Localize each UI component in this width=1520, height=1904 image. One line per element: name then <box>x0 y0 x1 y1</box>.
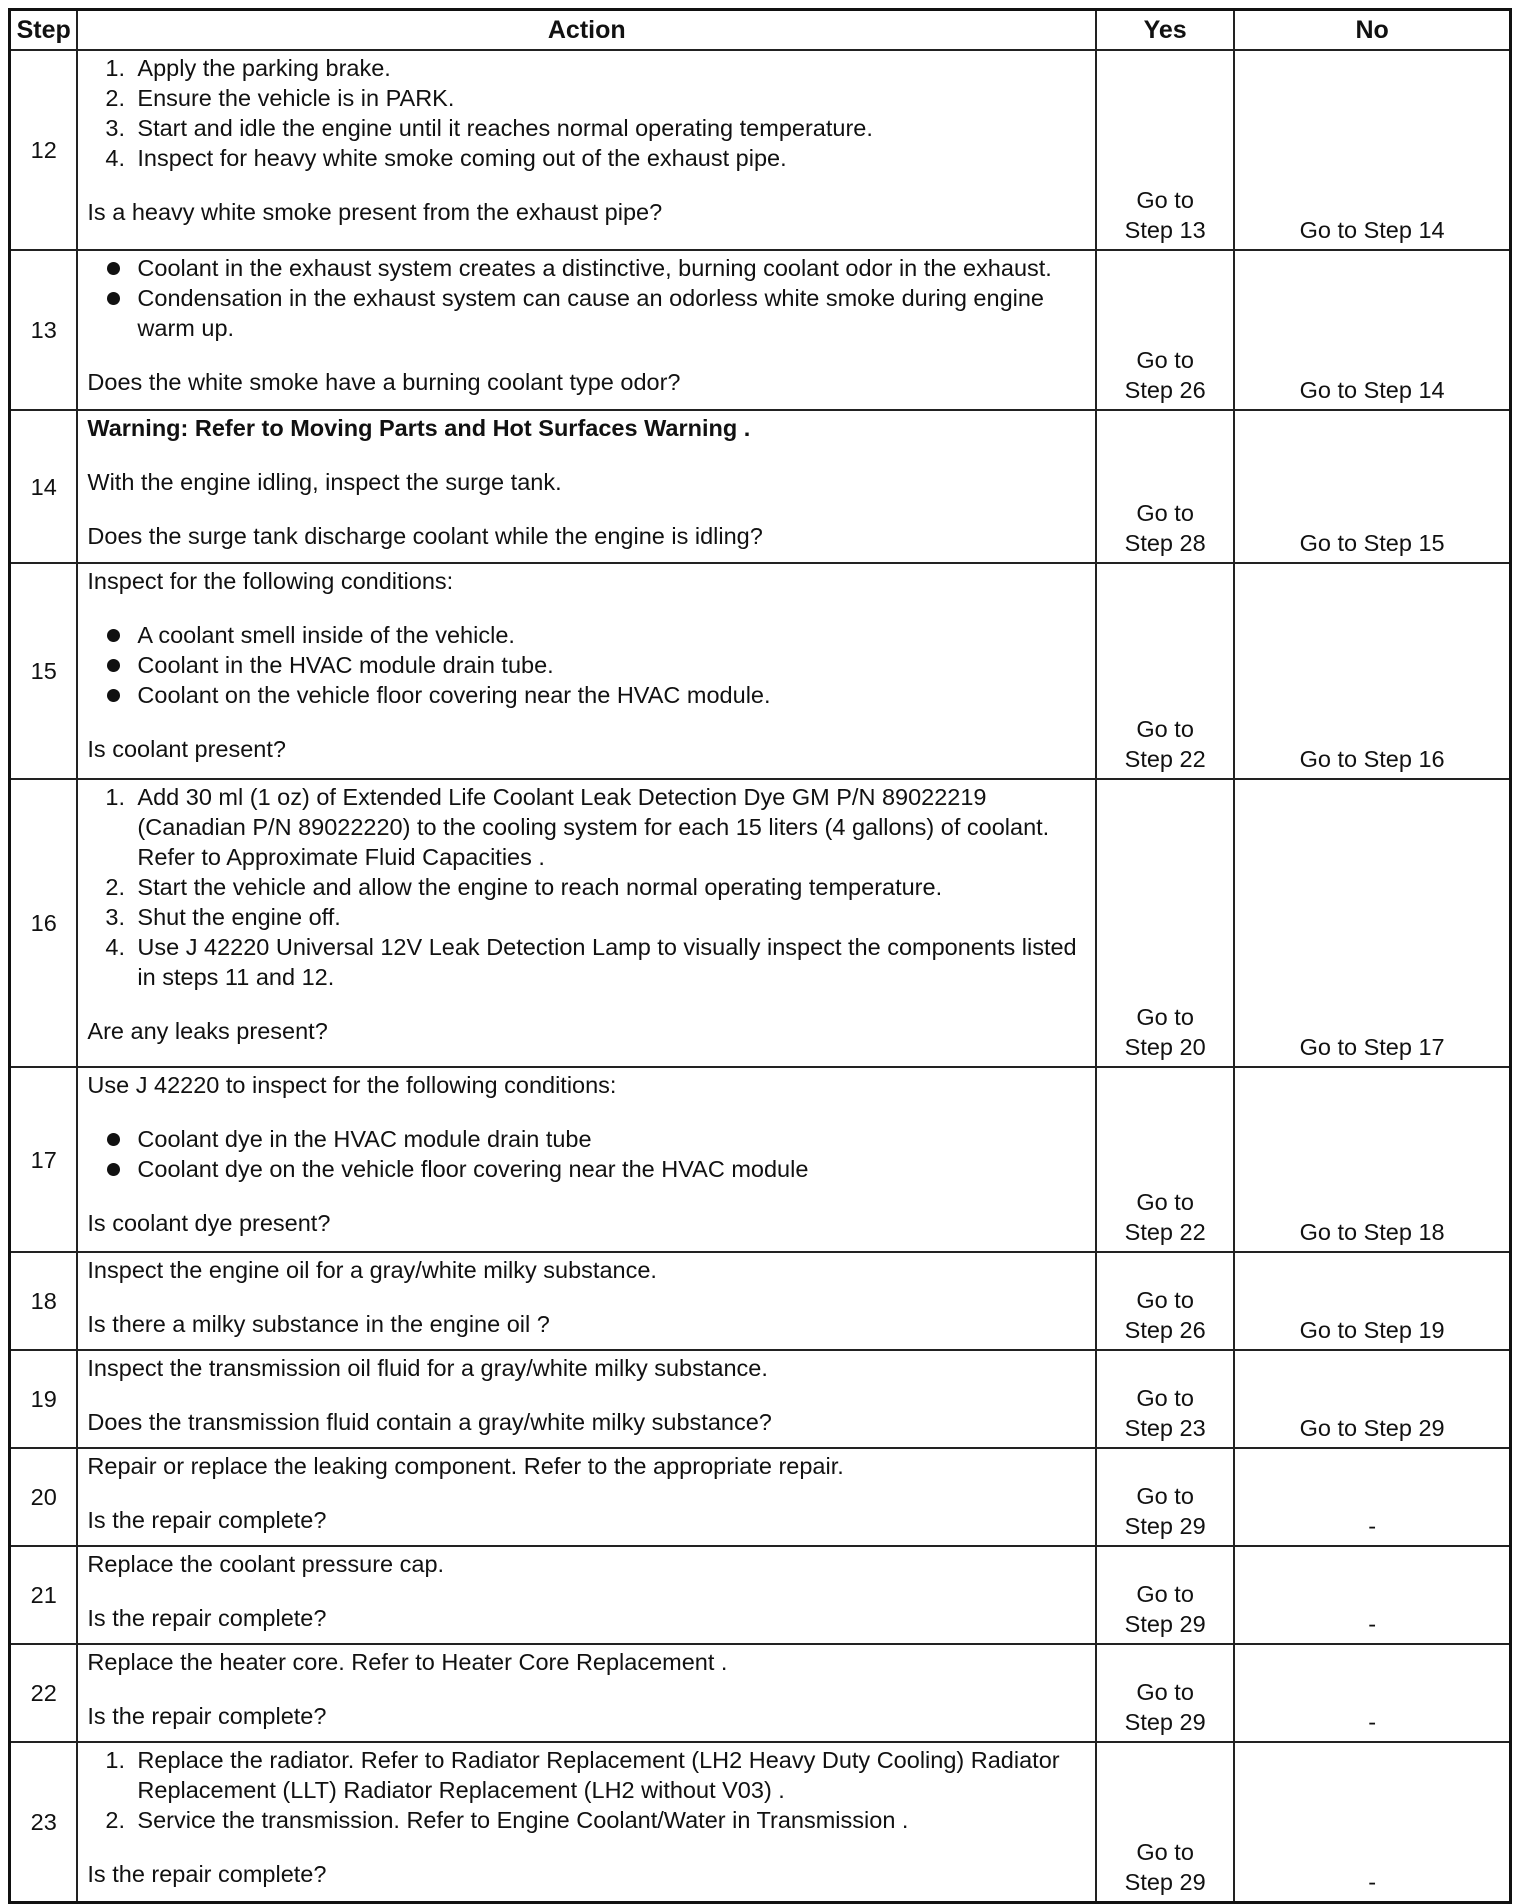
no-cell: - <box>1234 1742 1510 1902</box>
table-row <box>10 1448 1511 1546</box>
list-item: Coolant on the vehicle floor covering near the HVAC module. <box>87 680 1085 710</box>
table-row <box>10 1742 1511 1902</box>
bullet-icon <box>107 689 120 702</box>
yes-cell: Go to Step 22 <box>1096 1067 1234 1252</box>
list-item: Coolant in the HVAC module drain tube. <box>87 650 1085 680</box>
action-cell <box>77 1067 1096 1252</box>
list-item: 2. Ensure the vehicle is in PARK. <box>105 85 455 111</box>
instruction-text: Use J 42220 to inspect for the following conditions: <box>87 1072 617 1098</box>
list-item: 1. Replace the radiator. Refer to Radiator Replacement (LH2 Heavy Duty Cooling) Radiator Replacement (LLT) Radiator Replacement (LH2 without V03) . <box>105 1747 1060 1803</box>
action-cell <box>77 1742 1096 1902</box>
instruction-text: With the engine idling, inspect the surge tank. <box>87 469 562 495</box>
warning-text: Warning: Refer to Moving Parts and Hot Surfaces Warning . <box>87 415 751 441</box>
table-header-row <box>10 10 1511 51</box>
list-item: 4. Inspect for heavy white smoke coming out of the exhaust pipe. <box>105 145 787 171</box>
bullet-list <box>87 620 1085 710</box>
step-number: 22 <box>10 1644 78 1742</box>
yes-cell: Go to Step 13 <box>1096 50 1234 250</box>
yes-cell: Go to Step 20 <box>1096 779 1234 1067</box>
instruction-text: Inspect the transmission oil fluid for a gray/white milky substance. <box>87 1355 768 1381</box>
bullet-list <box>87 1124 1085 1184</box>
no-cell: - <box>1234 1546 1510 1644</box>
question: Is there a milky substance in the engine oil ? <box>87 1311 550 1337</box>
bullet-icon <box>107 629 120 642</box>
step-number: 20 <box>10 1448 78 1546</box>
header-action: Action <box>77 10 1096 51</box>
no-cell: Go to Step 15 <box>1234 410 1510 563</box>
numbered-list <box>87 53 1085 173</box>
table-row <box>10 1350 1511 1448</box>
list-item: 2. Service the transmission. Refer to Engine Coolant/Water in Transmission . <box>105 1807 909 1833</box>
question: Does the white smoke have a burning coolant type odor? <box>87 369 681 395</box>
action-cell <box>77 1448 1096 1546</box>
step-number: 13 <box>10 250 78 410</box>
list-item: Coolant dye on the vehicle floor covering near the HVAC module <box>87 1154 1085 1184</box>
list-item: 1. Add 30 ml (1 oz) of Extended Life Coolant Leak Detection Dye GM P/N 89022219 (Canadian P/N 89022220) to the cooling system for each 15 liters (4 gallons) of coolant. Refer to Approximate Fluid Capacities . <box>105 784 1050 870</box>
action-cell <box>77 50 1096 250</box>
table-row <box>10 563 1511 779</box>
bullet-list <box>87 253 1085 343</box>
yes-cell: Go to Step 29 <box>1096 1644 1234 1742</box>
step-number: 21 <box>10 1546 78 1644</box>
no-cell: - <box>1234 1644 1510 1742</box>
yes-cell: Go to Step 28 <box>1096 410 1234 563</box>
question: Is the repair complete? <box>87 1861 327 1887</box>
yes-cell: Go to Step 22 <box>1096 563 1234 779</box>
header-no: No <box>1234 10 1510 51</box>
question: Are any leaks present? <box>87 1018 328 1044</box>
no-cell: Go to Step 18 <box>1234 1067 1510 1252</box>
action-cell <box>77 410 1096 563</box>
table-row <box>10 1644 1511 1742</box>
no-cell: Go to Step 29 <box>1234 1350 1510 1448</box>
no-cell: Go to Step 17 <box>1234 779 1510 1067</box>
list-item: 4. Use J 42220 Universal 12V Leak Detection Lamp to visually inspect the components listed in steps 11 and 12. <box>105 934 1077 990</box>
question: Is the repair complete? <box>87 1605 327 1631</box>
table-row <box>10 50 1511 250</box>
table-row <box>10 779 1511 1067</box>
table-row <box>10 410 1511 563</box>
step-number: 14 <box>10 410 78 563</box>
step-number: 12 <box>10 50 78 250</box>
no-cell: Go to Step 14 <box>1234 50 1510 250</box>
page <box>8 8 1512 1904</box>
question: Is a heavy white smoke present from the exhaust pipe? <box>87 199 663 225</box>
step-number: 23 <box>10 1742 78 1902</box>
yes-cell: Go to Step 26 <box>1096 250 1234 410</box>
action-cell <box>77 1350 1096 1448</box>
list-item: 3. Shut the engine off. <box>105 904 341 930</box>
bullet-icon <box>107 292 120 305</box>
no-cell: Go to Step 16 <box>1234 563 1510 779</box>
table-row <box>10 1252 1511 1350</box>
yes-cell: Go to Step 23 <box>1096 1350 1234 1448</box>
question: Is coolant dye present? <box>87 1210 331 1236</box>
step-number: 15 <box>10 563 78 779</box>
list-item: Coolant dye in the HVAC module drain tube <box>87 1124 1085 1154</box>
list-item: A coolant smell inside of the vehicle. <box>87 620 1085 650</box>
step-number: 17 <box>10 1067 78 1252</box>
header-step: Step <box>10 10 78 51</box>
table-row <box>10 1546 1511 1644</box>
diagnostic-table <box>8 8 1512 1904</box>
numbered-list <box>87 1745 1085 1835</box>
table-row <box>10 250 1511 410</box>
table-row <box>10 1067 1511 1252</box>
action-cell <box>77 1252 1096 1350</box>
list-item: 3. Start and idle the engine until it reaches normal operating temperature. <box>105 115 873 141</box>
instruction-text: Inspect for the following conditions: <box>87 568 454 594</box>
action-cell <box>77 250 1096 410</box>
no-cell: Go to Step 14 <box>1234 250 1510 410</box>
action-cell <box>77 779 1096 1067</box>
step-number: 18 <box>10 1252 78 1350</box>
yes-cell: Go to Step 29 <box>1096 1448 1234 1546</box>
instruction-text: Repair or replace the leaking component. Refer to the appropriate repair. <box>87 1453 844 1479</box>
instruction-text: Replace the coolant pressure cap. <box>87 1551 445 1577</box>
bullet-icon <box>107 262 120 275</box>
question: Does the transmission fluid contain a gray/white milky substance? <box>87 1409 772 1435</box>
bullet-icon <box>107 1133 120 1146</box>
yes-cell: Go to Step 29 <box>1096 1546 1234 1644</box>
step-number: 19 <box>10 1350 78 1448</box>
instruction-text: Inspect the engine oil for a gray/white milky substance. <box>87 1257 657 1283</box>
step-number: 16 <box>10 779 78 1067</box>
no-cell: - <box>1234 1448 1510 1546</box>
list-item: Coolant in the exhaust system creates a distinctive, burning coolant odor in the exhaust. <box>87 253 1085 283</box>
question: Does the surge tank discharge coolant while the engine is idling? <box>87 523 763 549</box>
yes-cell: Go to Step 26 <box>1096 1252 1234 1350</box>
header-yes: Yes <box>1096 10 1234 51</box>
question: Is the repair complete? <box>87 1703 327 1729</box>
question: Is the repair complete? <box>87 1507 327 1533</box>
question: Is coolant present? <box>87 736 286 762</box>
action-cell <box>77 563 1096 779</box>
yes-cell: Go to Step 29 <box>1096 1742 1234 1902</box>
numbered-list <box>87 782 1085 992</box>
no-cell: Go to Step 19 <box>1234 1252 1510 1350</box>
instruction-text: Replace the heater core. Refer to Heater Core Replacement . <box>87 1649 728 1675</box>
action-cell <box>77 1644 1096 1742</box>
bullet-icon <box>107 1163 120 1176</box>
list-item: Condensation in the exhaust system can cause an odorless white smoke during engine warm up. <box>87 283 1085 343</box>
list-item: 2. Start the vehicle and allow the engine to reach normal operating temperature. <box>105 874 943 900</box>
list-item: 1. Apply the parking brake. <box>105 55 391 81</box>
action-cell <box>77 1546 1096 1644</box>
bullet-icon <box>107 659 120 672</box>
